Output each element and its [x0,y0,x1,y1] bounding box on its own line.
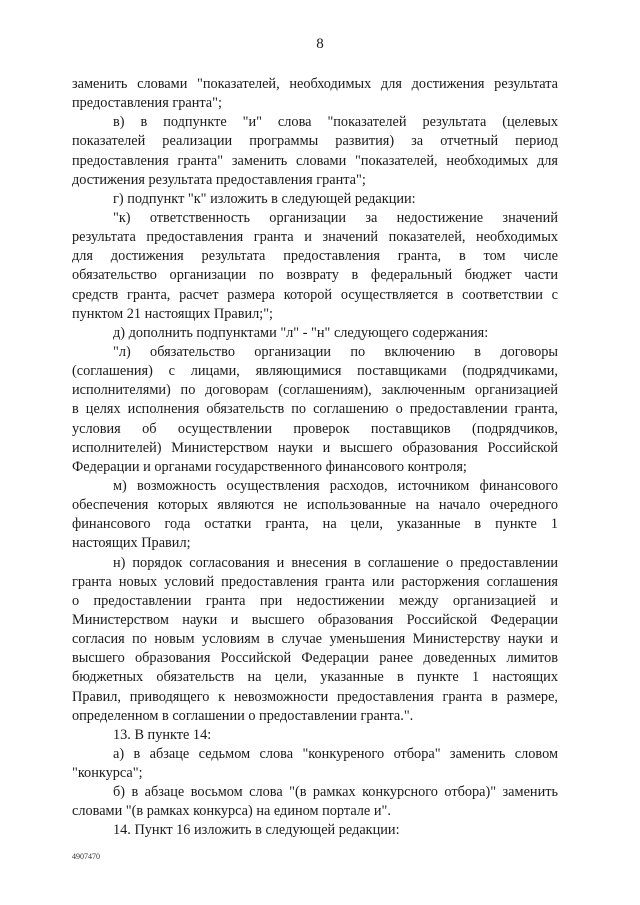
text-line: заменить словами "показателей, необходимых для достижения результата [72,76,558,92]
page-number: 8 [316,36,324,52]
text-line: словами "(в рамках конкурса) на едином портале и". [72,803,391,820]
text-line: предоставления гранта"; [72,95,222,112]
text-line: обеспечения которых являются не использованные на начало очередного [72,497,558,514]
text-line: 13. В пункте 14: [113,726,212,743]
text-line: определенном в соглашении о предоставлении гранта.". [72,707,414,724]
text-line: в) в подпункте "и" слова "показателей результата (целевых [113,114,558,131]
text-line: м) возможность осуществления расходов, источником финансового [113,477,558,494]
text-line: финансового года остатки гранта, на цели, указанные в пункте 1 [72,516,558,533]
text-line: гранта новых условий предоставления гранта или расторжения соглашения [72,573,558,590]
text-line: о предоставлении гранта при недостижении между организацией и [72,592,558,609]
text-line: согласия по новым условиям в случае уменьшения Министерству науки и [72,631,558,648]
text-line: условия об осуществлении проверок поставщиков (подрядчиков, [72,420,558,437]
text-line: 14. Пункт 16 изложить в следующей редакции: [113,822,400,839]
text-line: достижения результата предоставления гранта"; [72,171,366,188]
text-line: высшего образования Российской Федерации ранее доведенных лимитов [72,650,558,667]
text-line: бюджетных обязательств на цели, указанные в пункте 1 настоящих [72,669,558,686]
text-line: настоящих Правил; [72,535,191,552]
text-line: для достижения результата предоставления гранта, в том числе [72,248,558,265]
text-line: г) подпункт "к" изложить в следующей редакции: [113,190,416,207]
text-line: исполнителей) Министерством науки и высшего образования Российской [72,439,558,456]
text-line: предоставления гранта" заменить словами "показателей, необходимых для [72,152,558,169]
text-line: исполнителями) по договорам (соглашениям), заключенным организацией [72,382,558,399]
text-line: Правил, приводящего к невозможности предоставления гранта в размере, [72,688,558,705]
text-line: результата предоставления гранта и значений показателей, необходимых [72,229,558,246]
text-line: "конкурса"; [72,765,143,782]
text-line: в целях исполнения обязательств по соглашению о предоставлении гранта, [72,401,558,418]
text-line: (соглашения) с лицами, являющимися поставщиками (подрядчиками, [72,363,558,380]
text-line: "к) ответственность организации за недостижение значений [113,209,558,226]
text-line: показателей реализации программы развития) за отчетный период [72,133,558,150]
text-line: Федерации и органами государственного финансового контроля; [72,458,467,475]
text-line: пунктом 21 настоящих Правил;"; [72,305,274,322]
document-body [72,75,558,841]
text-line: Министерством науки и высшего образования Российской Федерации [72,611,558,628]
text-line: д) дополнить подпунктами "л" - "н" следующего содержания: [113,324,489,341]
document-code: 4907470 [72,852,100,861]
text-line: а) в абзаце седьмом слова "конкуреного отбора" заменить словом [113,745,558,762]
text-line: н) порядок согласования и внесения в соглашение о предоставлении [113,554,558,571]
text-line: "л) обязательство организации по включению в договоры [113,343,558,360]
text-line: б) в абзаце восьмом слова "(в рамках конкурсного отбора)" заменить [113,784,558,801]
text-line: обязательство организации по возврату в федеральный бюджет части [72,267,558,284]
text-line: средств гранта, расчет размера которой осуществляется в соответствии с [72,286,558,303]
